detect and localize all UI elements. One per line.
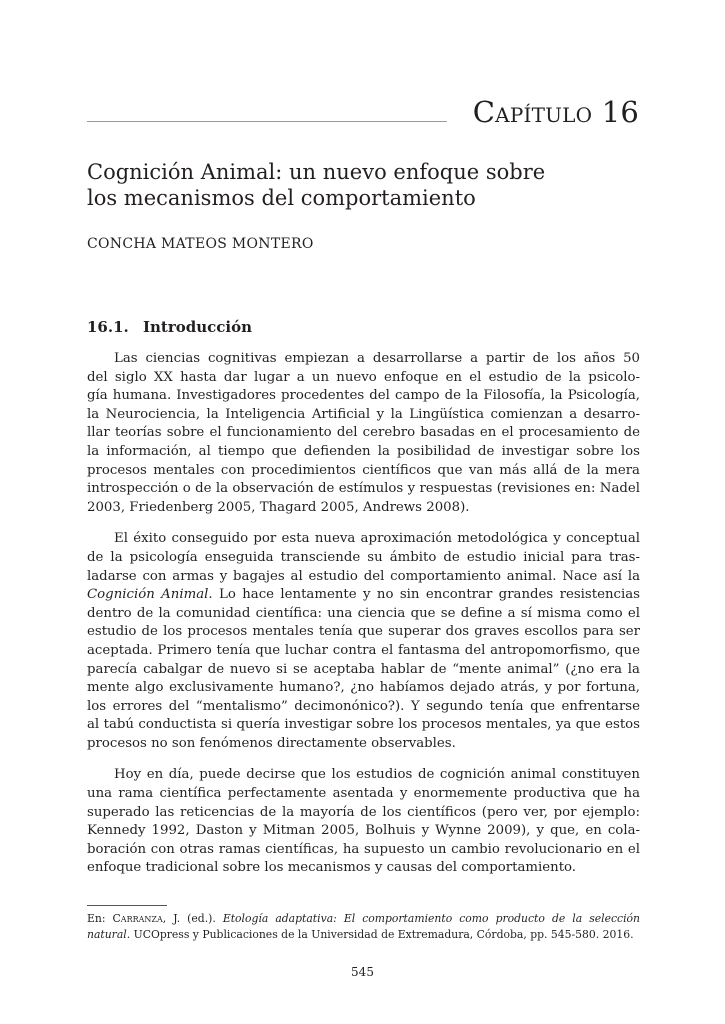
- text-line: al tabú conductista si quería investigar sobre los procesos mentales, ya que estos: [87, 717, 640, 733]
- section-number: 16.1.: [87, 318, 129, 336]
- text-line: El éxito conseguido por esta nueva aproximación metodológica y conceptual: [114, 531, 640, 547]
- footnote-prefix: En:: [87, 912, 113, 925]
- text-line: introspección o de la observación de estímulos y respuestas (revisiones en: Nadel: [87, 481, 640, 497]
- paragraph: [87, 350, 640, 517]
- footnote-line-2: [87, 927, 640, 943]
- section-title: Introducción: [143, 318, 253, 336]
- text-line: procesos no son fenómenos directamente observables.: [87, 735, 456, 751]
- text-line: llar teorías sobre el funcionamiento del cerebro basadas en el procesamiento de: [87, 425, 640, 441]
- footnote-editor-rest: , J. (ed.).: [162, 912, 223, 925]
- text-line: una rama científica perfectamente asentada y enormemente productiva que ha: [87, 786, 640, 802]
- text-line: procesos mentales con procedimientos científicos que van más allá de la mera: [87, 462, 640, 478]
- text-line: boración con otras ramas científicas, ha supuesto un cambio revolucionario en el: [87, 841, 640, 857]
- footnote-editor: Carranza: [112, 912, 163, 925]
- author-name: CONCHA MATEOS MONTERO: [87, 236, 314, 252]
- body-text: [87, 350, 640, 891]
- text-line: Cognición Animal. Lo hace lentamente y no sin encontrar grandes resistencias: [87, 587, 640, 603]
- footnote-book-title: Etología adaptativa: El comportamiento como producto de la selección: [222, 912, 640, 925]
- text-line: gía humana. Investigadores procedentes del campo de la Filosofía, la Psicología,: [87, 388, 640, 404]
- text-line: enfoque tradicional sobre los mecanismos y causas del comportamiento.: [87, 860, 577, 876]
- text-line: 2003, Friedenberg 2005, Thagard 2005, Andrews 2008).: [87, 499, 470, 515]
- text-line: los errores del “mentalismo” decimonónico?). Y segundo tenía que enfrentarse: [87, 698, 640, 714]
- text-line: Hoy en día, puede decirse que los estudios de cognición animal constituyen: [114, 767, 640, 783]
- footnote: [87, 911, 640, 943]
- text-line: Las ciencias cognitivas empiezan a desarrollarse a partir de los años 50: [114, 351, 640, 366]
- text-line: Kennedy 1992, Daston y Mitman 2005, Bolhuis y Wynne 2009), y que, en cola-: [87, 823, 640, 839]
- chapter-rule: [87, 121, 447, 122]
- text-line: de la psicología enseguida transciende su ámbito de estudio inicial para tras-: [87, 549, 640, 565]
- text-line: la Neurociencia, la Inteligencia Artificial y la Lingüística comienzan a desarro-: [87, 406, 640, 422]
- chapter-title: [87, 159, 647, 211]
- page-number: 545: [351, 965, 374, 979]
- chapter-number: 16: [601, 95, 639, 129]
- footnote-book-title-end: natural: [87, 928, 127, 941]
- text-line: la información, al tiempo que defienden la posibilidad de investigar sobre los: [87, 443, 640, 459]
- text-line: estudio de los procesos mentales tenía que superar dos graves escollos para ser: [87, 624, 640, 640]
- paragraph: [87, 766, 640, 878]
- footnote-line-1: [87, 911, 640, 927]
- chapter-title-line-1: Cognición Animal: un nuevo enfoque sobre: [87, 160, 546, 184]
- text-line: del siglo XX hasta dar lugar a un nuevo enfoque en el estudio de la psicolo-: [87, 369, 640, 385]
- chapter-heading: [473, 92, 639, 132]
- text-line: aceptada. Primero tenía que luchar contra el fantasma del antropomorfismo, que: [87, 642, 640, 658]
- footnote-publisher: . UCOpress y Publicaciones de la Universidad de Extremadura, Córdoba, pp. 545-580. 2016.: [126, 928, 634, 941]
- footnote-rule: [87, 905, 167, 906]
- text-line: mente algo exclusivamente humano?, ¿no habíamos dejado atrás, y por fortuna,: [87, 680, 640, 696]
- chapter-word: Capítulo: [472, 95, 593, 129]
- italic-term: Cognición Animal: [87, 587, 209, 603]
- chapter-title-line-2: los mecanismos del comportamiento: [87, 186, 476, 210]
- text-line: dentro de la comunidad científica: una ciencia que se define a sí misma como el: [87, 605, 640, 621]
- paragraph: [87, 530, 640, 753]
- section-heading: [87, 317, 252, 337]
- text-line: superado las reticencias de la mayoría de los científicos (pero ver, por ejemplo:: [87, 804, 640, 820]
- text-line: parecía cabalgar de nuevo si se aceptaba hablar de “mente animal” (¿no era la: [87, 661, 640, 677]
- text-line: ladarse con armas y bagajes al estudio del comportamiento animal. Nace así la: [87, 568, 640, 584]
